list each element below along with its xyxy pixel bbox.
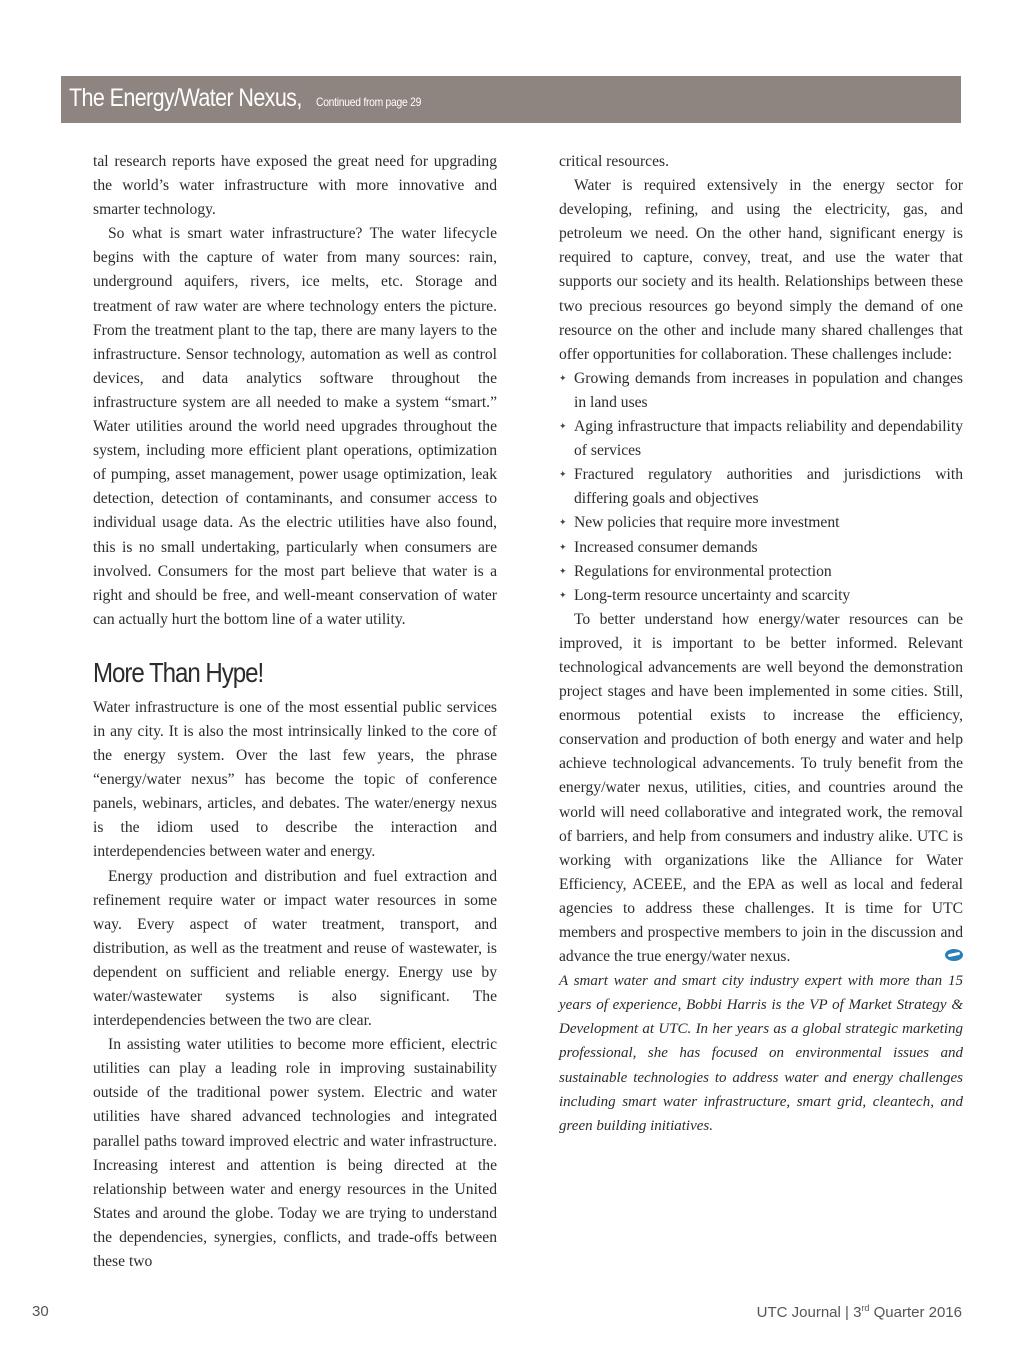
paragraph: Water infrastructure is one of the most essential public services in any city. It is also the most intrinsically linked to the core of the energy system. Over the last few years, the phrase “energy/water nexus” has become the topic of conference panels, webinars, articles, and debates. The water/energy nexus is the idiom used to describe the interaction and interdependencies between water and energy. bbox=[93, 698, 497, 861]
list-item: ✦ New policies that require more investment bbox=[559, 511, 963, 535]
right-column bbox=[559, 150, 963, 1138]
page-number: 30 bbox=[32, 1303, 49, 1320]
diamond-bullet-icon: ✦ bbox=[559, 542, 567, 553]
utc-logo-end-mark-icon bbox=[945, 949, 963, 961]
diamond-bullet-icon: ✦ bbox=[559, 373, 567, 384]
list-item: ✦ Aging infrastructure that impacts reliability and dependability of services bbox=[559, 415, 963, 463]
diamond-bullet-icon: ✦ bbox=[559, 566, 567, 577]
diamond-bullet-icon: ✦ bbox=[559, 470, 567, 481]
list-item: ✦ Fractured regulatory authorities and jurisdictions with differing goals and objectives bbox=[559, 463, 963, 511]
challenges-list bbox=[559, 367, 963, 608]
left-column bbox=[93, 150, 497, 1274]
section-heading: More Than Hype! bbox=[93, 656, 264, 688]
paragraph: So what is smart water infrastructure? The water lifecycle begins with the capture of water from many sources: rain, underground aquifers, rivers, ice melts, etc. Storage and treatment of raw water are where technology enters the picture. From the treatment plant to the tap, there are many layers to the infrastructure. Sensor technology, automation as well as control devices, and data analytics software throughout the infrastructure system are all needed to make a system “smart.” Water utilities around the world need upgrades throughout the system, including more efficient plant operations, optimization of pumping, asset management, power usage optimization, leak detection, detection of contaminants, and consumer access to individual usage data. As the electric utilities have also found, this is no small undertaking, particularly when consumers are involved. Consumers for the most part believe that water is a right and should be free, and well-meant conservation of water can actually hurt the bottom line of a water utility. bbox=[93, 225, 497, 628]
list-item: ✦ Regulations for environmental protection bbox=[559, 560, 963, 584]
paragraph: To better understand how energy/water resources can be improved, it is important to be better informed. Relevant technological advancements are well beyond the demonstration project stages and have been implemented in some cities. Still, enormous potential exists to increase the efficiency, conservation and production of both energy and water and help achieve technological advancements. To truly benefit from the energy/water nexus, utilities, cities, and countries around the world will need collaborative and integrated work, the removal of barriers, and help from consumers and industry alike. UTC is working with organizations like the Alliance for Water Efficiency, ACEEE, and the EPA as well as local and federal agencies to address these challenges. It is time for UTC members and prospective members to join in the discussion and advance the true energy/water nexus. bbox=[559, 610, 963, 966]
diamond-bullet-icon: ✦ bbox=[559, 518, 567, 529]
paragraph: critical resources. bbox=[559, 153, 669, 170]
diamond-bullet-icon: ✦ bbox=[559, 422, 567, 433]
paragraph: In assisting water utilities to become more efficient, electric utilities can play a leading role in improving sustainability outside of the traditional power system. Electric and water utilities have shared advanced technologies and integrated parallel paths toward improved electric and water infrastructure. Increasing interest and attention is being directed at the relationship between water and energy resources in the United States and around the globe. Today we are trying to understand the dependencies, synergies, conflicts, and trade-offs between these two bbox=[93, 1036, 497, 1271]
paragraph: Energy production and distribution and fuel extraction and refinement require water or impact water resources in some way. Every aspect of water treatment, transport, and distribution, as well as the treatment and reuse of wastewater, is dependent on sufficient and reliable energy. Energy use by water/wastewater systems is also significant. The interdependencies between the two are clear. bbox=[93, 867, 497, 1030]
article-header-bar bbox=[61, 76, 961, 123]
article-title: The Energy/Water Nexus, bbox=[69, 84, 302, 112]
diamond-bullet-icon: ✦ bbox=[559, 590, 567, 601]
list-item: ✦ Long-term resource uncertainty and scarcity bbox=[559, 584, 963, 608]
continued-from-note: Continued from page 29 bbox=[315, 95, 421, 109]
list-item: ✦ Increased consumer demands bbox=[559, 536, 963, 560]
author-bio: A smart water and smart city industry expert with more than 15 years of experience, Bobbi Harris is the VP of Market Strategy & Development at UTC. In her years as a global strategic marketing professional, she has focused on environmental issues and sustainable technologies to address water and energy challenges including smart water infrastructure, smart grid, cleantech, and green building initiatives. bbox=[559, 973, 963, 1134]
list-item: ✦ Growing demands from increases in population and changes in land uses bbox=[559, 367, 963, 415]
paragraph: Water is required extensively in the energy sector for developing, refining, and using the electricity, gas, and petroleum we need. On the other hand, significant energy is required to capture, convey, treat, and use the water that supports our society and its health. Relationships between these two precious resources go beyond simply the demand of one resource on the other and include many shared challenges that offer opportunities for collaboration. These challenges include: bbox=[559, 177, 963, 363]
journal-footer: UTC Journal | 3rd Quarter 2016 bbox=[756, 1303, 962, 1321]
paragraph: tal research reports have exposed the great need for upgrading the world’s water infrastructure with more innovative and smarter technology. bbox=[93, 153, 497, 219]
